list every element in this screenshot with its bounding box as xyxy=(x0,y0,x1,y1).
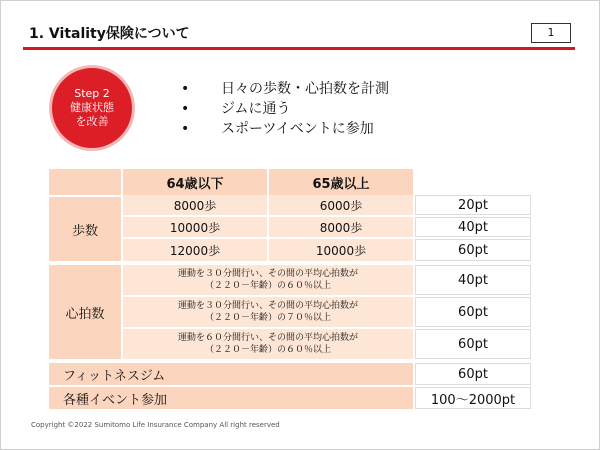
table-corner-cell xyxy=(49,169,121,195)
bullet-list xyxy=(181,79,389,139)
condition-line: （２２０－年齢）の７０％以上 xyxy=(204,313,331,323)
condition-line: 運動を６０分間行い、その間の平均心拍数が xyxy=(177,333,358,343)
col-header-over65: 65歳以上 xyxy=(269,169,413,195)
event-label: 各種イベント参加 xyxy=(49,387,413,409)
slide-title: 1. Vitality保険について xyxy=(29,26,190,42)
steps-points-cell: 40pt xyxy=(415,217,531,237)
page-number: 1 xyxy=(531,23,571,43)
heart-rate-points-cell: 40pt xyxy=(415,265,531,295)
heart-rate-condition xyxy=(123,297,413,327)
steps-over65-cell: 6000歩 xyxy=(269,195,413,215)
heart-rate-points-cell: 60pt xyxy=(415,329,531,359)
title-divider xyxy=(23,47,575,50)
heart-rate-points-cell: 60pt xyxy=(415,297,531,327)
steps-under64-cell: 8000歩 xyxy=(123,195,267,215)
col-header-under64: 64歳以下 xyxy=(123,169,267,195)
step-label: Step 2 xyxy=(74,87,110,101)
gym-label: フィットネスジム xyxy=(49,363,413,385)
step-badge xyxy=(49,65,135,151)
condition-line: （２２０－年齢）の６０％以上 xyxy=(204,345,331,355)
steps-under64-cell: 12000歩 xyxy=(123,239,267,261)
bullet-item: • スポーツイベントに参加 xyxy=(181,119,389,139)
bullet-item: • 日々の歩数・心拍数を計測 xyxy=(181,79,389,99)
steps-under64-cell: 10000歩 xyxy=(123,217,267,237)
event-points-cell: 100～2000pt xyxy=(415,387,531,409)
condition-line: 運動を３０分間行い、その間の平均心拍数が xyxy=(177,301,358,311)
gym-points-cell: 60pt xyxy=(415,363,531,385)
copyright-footer: Copyright ©2022 Sumitomo Life Insurance Company All right reserved xyxy=(31,421,280,429)
condition-line: （２２０－年齢）の６０％以上 xyxy=(204,281,331,291)
steps-points-cell: 20pt xyxy=(415,195,531,215)
heart-rate-condition xyxy=(123,265,413,295)
bullet-item: • ジムに通う xyxy=(181,99,389,119)
steps-over65-cell: 8000歩 xyxy=(269,217,413,237)
steps-label: 歩数 xyxy=(49,197,121,261)
steps-points-cell: 60pt xyxy=(415,239,531,261)
heart-rate-label: 心拍数 xyxy=(49,265,121,359)
step-text-line2: を改善 xyxy=(75,114,109,128)
steps-over65-cell: 10000歩 xyxy=(269,239,413,261)
condition-line: 運動を３０分間行い、その間の平均心拍数が xyxy=(177,269,358,279)
step-text-line1: 健康状態 xyxy=(70,101,114,115)
heart-rate-condition xyxy=(123,329,413,359)
